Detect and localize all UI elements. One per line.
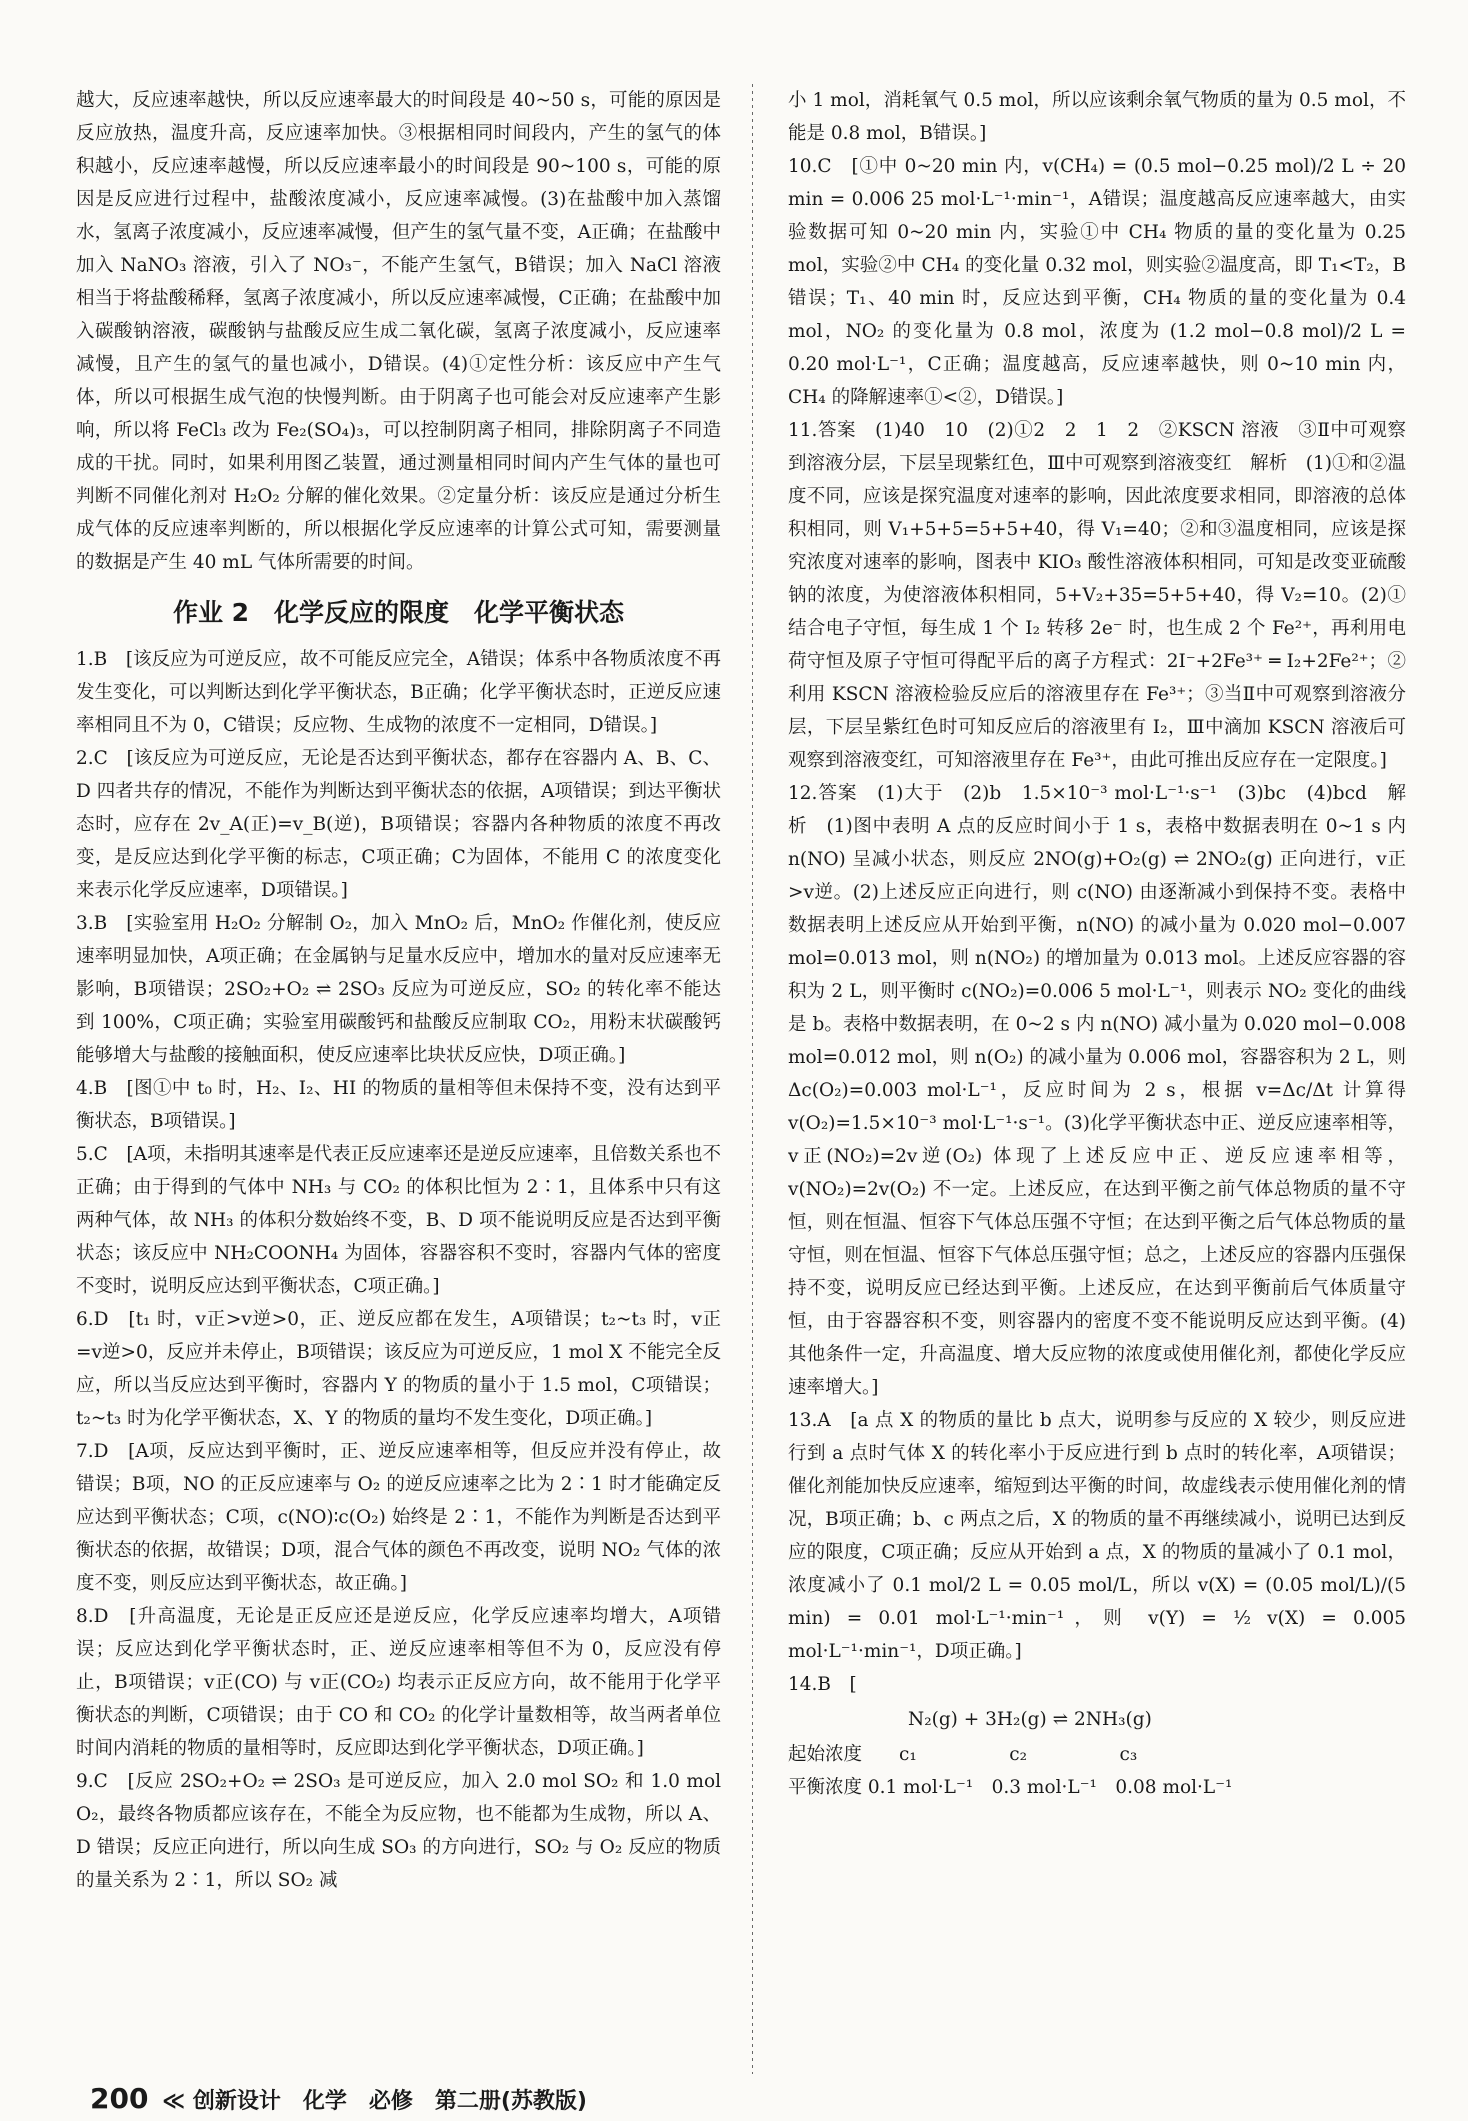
equilibrium-equation: N₂(g) + 3H₂(g) ⇌ 2NH₃(g) <box>908 1709 1152 1730</box>
book-title: ≪ 创新设计 化学 必修 第二册(苏教版) <box>162 2089 587 2114</box>
section-title: 作业 2 化学反应的限度 化学平衡状态 <box>172 598 625 627</box>
answer-item-3: 3.B [实验室用 H₂O₂ 分解制 O₂，加入 MnO₂ 后，MnO₂ 作催化剂，使反应速率明显加快，A项正确；在金属钠与足量水反应中，增加水的量对反应速率无影响，B项错误；2SO₂+O₂ ⇌ 2SO₃ 反应为可逆反应，SO₂ 的转化率不能达到 100%，C项正确；实验室用碳酸钙和盐酸反应制取 CO₂，用粉末状碳酸钙能够增大与盐酸的接触面积，使反应速率比块状反应快，D项正确。] <box>76 913 721 1066</box>
initial-concentration-row: 起始浓度 c₁ c₂ c₃ <box>788 1744 1138 1765</box>
right-column <box>788 84 1406 2074</box>
answer-item-13: 13.A [a 点 X 的物质的量比 b 点大，说明参与反应的 X 较少，则反应进行到 a 点时气体 X 的转化率小于反应进行到 b 点时的转化率，A项错误；催化剂能加快反应速率，缩短到达平衡的时间，故虚线表示使用催化剂的情况，B项正确；b、c 两点之后，X 的物质的量不再继续减小，说明已达到反应的限度，C项正确；反应从开始到 a 点，X 的物质的量减小了 0.1 mol，浓度减小了 0.1 mol/2 L = 0.05 mol/L，所以 v(X) = (0.05 mol/L)/(5 min) = 0.01 mol·L⁻¹·min⁻¹，则 v(Y) = ½ v(X) = 0.005 mol·L⁻¹·min⁻¹，D项正确。] <box>788 1410 1406 1662</box>
equilibrium-concentration-row: 平衡浓度 0.1 mol·L⁻¹ 0.3 mol·L⁻¹ 0.08 mol·L⁻¹ <box>788 1777 1233 1798</box>
answer-item-7: 7.D [A项，反应达到平衡时，正、逆反应速率相等，但反应并没有停止，故错误；B项，NO 的正反应速率与 O₂ 的逆反应速率之比为 2∶1 时才能确定反应达到平衡状态；C项，c(NO)∶c(O₂) 始终是 2∶1，不能作为判断是否达到平衡状态的依据，故错误；D项，混合气体的颜色不再改变，说明 NO₂ 气体的浓度不变，则反应达到平衡状态，故正确。] <box>76 1441 721 1594</box>
column-divider <box>752 84 753 2074</box>
answer-item-9-continued: 小 1 mol，消耗氧气 0.5 mol，所以应该剩余氧气物质的量为 0.5 mol，不能是 0.8 mol，B错误。] <box>788 90 1406 144</box>
answer-item-6: 6.D [t₁ 时，v正>v逆>0，正、逆反应都在发生，A项错误；t₂~t₃ 时，v正=v逆>0，反应并未停止，B项错误；该反应为可逆反应，1 mol X 不能完全反应，所以当反应达到平衡时，容器内 Y 的物质的量小于 1.5 mol，C项错误；t₂~t₃ 时为化学平衡状态，X、Y 的物质的量均不发生变化，D项正确。] <box>76 1309 721 1429</box>
answer-item-11: 11.答案 (1)40 10 (2)①2 2 1 2 ②KSCN 溶液 ③Ⅱ中可观察到溶液分层，下层呈现紫红色，Ⅲ中可观察到溶液变红 解析 (1)①和②温度不同，应该是探究温度对速率的影响，因此浓度要求相同，即溶液的总体积相同，则 V₁+5+5=5+5+40，得 V₁=40；②和③温度相同，应该是探究浓度对速率的影响，图表中 KIO₃ 酸性溶液体积相同，可知是改变亚硫酸钠的浓度，为使溶液体积相同，5+V₂+35=5+5+40，得 V₂=10。(2)①结合电子守恒，每生成 1 个 I₂ 转移 2e⁻ 时，也生成 2 个 Fe²⁺，再利用电荷守恒及原子守恒可得配平后的离子方程式：2I⁻+2Fe³⁺ ═ I₂+2Fe²⁺；②利用 KSCN 溶液检验反应后的溶液里存在 Fe³⁺；③当Ⅱ中可观察到溶液分层，下层呈紫红色时可知反应后的溶液里有 I₂，Ⅲ中滴加 KSCN 溶液后可观察到溶液变红，可知溶液里存在 Fe³⁺，由此可推出反应存在一定限度。] <box>788 420 1406 771</box>
answer-item-2: 2.C [该反应为可逆反应，无论是否达到平衡状态，都存在容器内 A、B、C、D 四者共存的情况，不能作为判断达到平衡状态的依据，A项错误；到达平衡状态时，应存在 2v_A(正)=v_B(逆)，B项错误；容器内各种物质的浓度不再改变，是反应达到化学平衡的标志，C项正确；C为固体，不能用 C 的浓度变化来表示化学反应速率，D项错误。] <box>76 748 721 901</box>
page-number: 200 <box>90 2082 149 2115</box>
answer-item-9: 9.C [反应 2SO₂+O₂ ⇌ 2SO₃ 是可逆反应，加入 2.0 mol SO₂ 和 1.0 mol O₂，最终各物质都应该存在，不能全为反应物，也不能都为生成物，所以 A、D 错误；反应正向进行，所以向生成 SO₃ 的方向进行，SO₂ 与 O₂ 反应的物质的量关系为 2∶1，所以 SO₂ 减 <box>76 1771 721 1891</box>
answer-item-10: 10.C [①中 0~20 min 内，v(CH₄) = (0.5 mol−0.25 mol)/2 L ÷ 20 min = 0.006 25 mol·L⁻¹·min⁻¹，A错误；温度越高反应速率越大，由实验数据可知 0~20 min 内，实验①中 CH₄ 物质的量的变化量为 0.25 mol，实验②中 CH₄ 的变化量 0.32 mol，则实验②温度高，即 T₁<T₂，B错误；T₁、40 min 时，反应达到平衡，CH₄ 物质的量的变化量为 0.4 mol，NO₂ 的变化量为 0.8 mol，浓度为 (1.2 mol−0.8 mol)/2 L = 0.20 mol·L⁻¹，C正确；温度越高，反应速率越快，则 0~10 min 内，CH₄ 的降解速率①<②，D错误。] <box>788 156 1406 408</box>
answer-item-14: 14.B [ <box>788 1674 857 1695</box>
left-column <box>76 84 721 2074</box>
page-footer <box>90 2082 587 2115</box>
paragraph-continued: 越大，反应速率越快，所以反应速率最大的时间段是 40~50 s，可能的原因是反应放热，温度升高，反应速率加快。③根据相同时间段内，产生的氢气的体积越小，反应速率越慢，所以反应速率最小的时间段是 90~100 s，可能的原因是反应进行过程中，盐酸浓度减小，反应速率减慢。(3)在盐酸中加入蒸馏水，氢离子浓度减小，反应速率减慢，但产生的氢气量不变，A正确；在盐酸中加入 NaNO₃ 溶液，引入了 NO₃⁻，不能产生氢气，B错误；加入 NaCl 溶液相当于将盐酸稀释，氢离子浓度减小，所以反应速率减慢，C正确；在盐酸中加入碳酸钠溶液，碳酸钠与盐酸反应生成二氧化碳，氢离子浓度减小，反应速率减慢，且产生的氢气的量也减小，D错误。(4)①定性分析：该反应中产生气体，所以可根据生成气泡的快慢判断。由于阴离子也可能会对反应速率产生影响，所以将 FeCl₃ 改为 Fe₂(SO₄)₃，可以控制阴离子相同，排除阴离子不同造成的干扰。同时，如果利用图乙装置，通过测量相同时间内产生气体的量也可判断不同催化剂对 H₂O₂ 分解的催化效果。②定量分析：该反应是通过分析生成气体的反应速率判断的，所以根据化学反应速率的计算公式可知，需要测量的数据是产生 40 mL 气体所需要的时间。 <box>76 90 721 573</box>
answer-item-12: 12.答案 (1)大于 (2)b 1.5×10⁻³ mol·L⁻¹·s⁻¹ (3)bc (4)bcd 解析 (1)图中表明 A 点的反应时间小于 1 s，表格中数据表明在 0~1 s 内 n(NO) 呈减小状态，则反应 2NO(g)+O₂(g) ⇌ 2NO₂(g) 正向进行，v正>v逆。(2)上述反应正向进行，则 c(NO) 由逐渐减小到保持不变。表格中数据表明上述反应从开始到平衡，n(NO) 的减小量为 0.020 mol−0.007 mol=0.013 mol，则 n(NO₂) 的增加量为 0.013 mol。上述反应容器的容积为 2 L，则平衡时 c(NO₂)=0.006 5 mol·L⁻¹，则表示 NO₂ 变化的曲线是 b。表格中数据表明，在 0~2 s 内 n(NO) 减小量为 0.020 mol−0.008 mol=0.012 mol，则 n(O₂) 的减小量为 0.006 mol，容器容积为 2 L，则 Δc(O₂)=0.003 mol·L⁻¹，反应时间为 2 s，根据 v=Δc/Δt 计算得 v(O₂)=1.5×10⁻³ mol·L⁻¹·s⁻¹。(3)化学平衡状态中正、逆反应速率相等，v正(NO₂)=2v逆(O₂) 体现了上述反应中正、逆反应速率相等，v(NO₂)=2v(O₂) 不一定。上述反应，在达到平衡之前气体总物质的量不守恒，则在恒温、恒容下气体总压强不守恒；在达到平衡之后气体总物质的量守恒，则在恒温、恒容下气体总压强守恒；总之，上述反应的容器内压强保持不变，说明反应已经达到平衡。上述反应，在达到平衡前后气体质量守恒，由于容器容积不变，则容器内的密度不变不能说明反应达到平衡。(4)其他条件一定，升高温度、增大反应物的浓度或使用催化剂，都使化学反应速率增大。] <box>788 783 1406 1398</box>
answer-item-1: 1.B [该反应为可逆反应，故不可能反应完全，A错误；体系中各物质浓度不再发生变化，可以判断达到化学平衡状态，B正确；化学平衡状态时，正逆反应速率相同且不为 0，C错误；反应物、生成物的浓度不一定相同，D错误。] <box>76 649 721 736</box>
answer-item-4: 4.B [图①中 t₀ 时，H₂、I₂、HI 的物质的量相等但未保持不变，没有达到平衡状态，B项错误。] <box>76 1078 721 1132</box>
answer-item-8: 8.D [升高温度，无论是正反应还是逆反应，化学反应速率均增大，A项错误；反应达到化学平衡状态时，正、逆反应速率相等但不为 0，反应没有停止，B项错误；v正(CO) 与 v正(CO₂) 均表示正反应方向，故不能用于化学平衡状态的判断，C项错误；由于 CO 和 CO₂ 的化学计量数相等，故当两者单位时间内消耗的物质的量相等时，反应即达到化学平衡状态，D项正确。] <box>76 1606 721 1759</box>
answer-item-5: 5.C [A项，未指明其速率是代表正反应速率还是逆反应速率，且倍数关系也不正确；由于得到的气体中 NH₃ 与 CO₂ 的体积比恒为 2∶1，且体系中只有这两种气体，故 NH₃ 的体积分数始终不变，B、D 项不能说明反应是否达到平衡状态；该反应中 NH₂COONH₄ 为固体，容器容积不变时，容器内气体的密度不变时，说明反应达到平衡状态，C项正确。] <box>76 1144 721 1297</box>
